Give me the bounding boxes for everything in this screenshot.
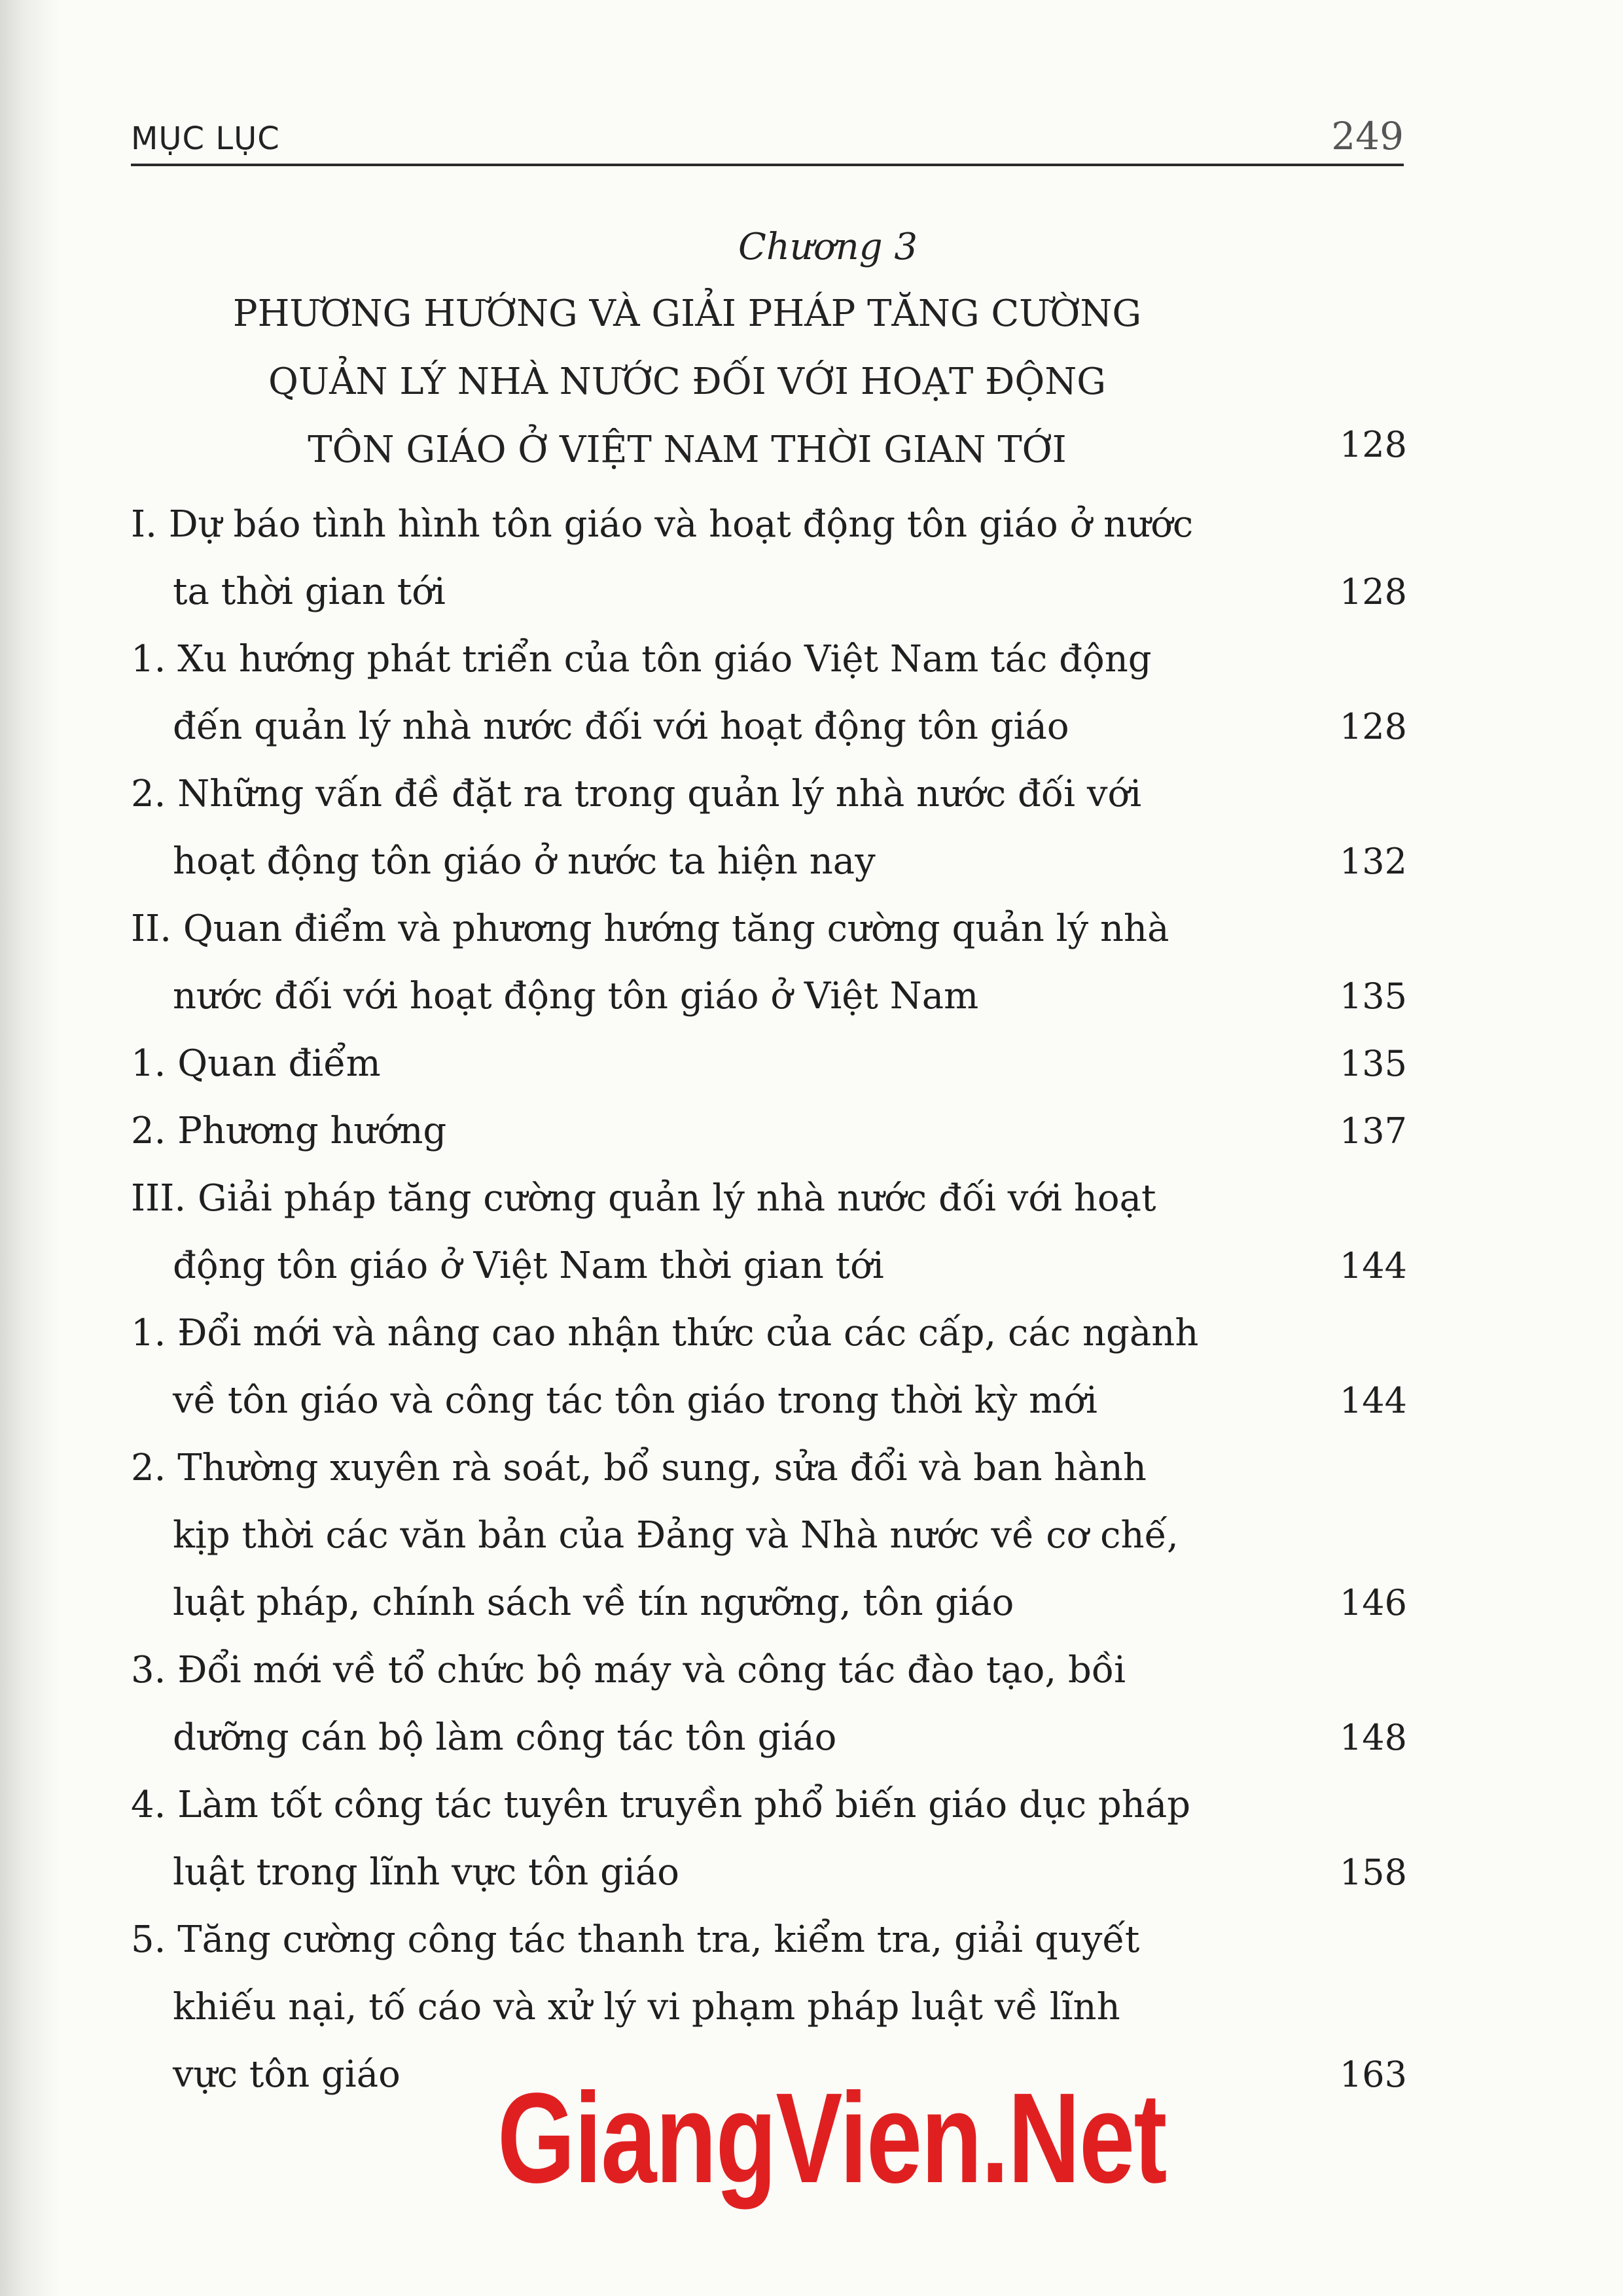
toc-line: II. Quan điểm và phương hướng tăng cường quản lý nhà — [131, 908, 1169, 950]
toc-page-number: 144 — [1339, 1380, 1407, 1421]
toc-line: 1. Quan điểm — [131, 1042, 381, 1085]
toc-line: 2. Những vấn đề đặt ra trong quản lý nhà nước đối với — [131, 773, 1142, 815]
chapter-page-number: 128 — [1339, 424, 1407, 465]
toc-line: kịp thời các văn bản của Đảng và Nhà nước về cơ chế, — [173, 1514, 1179, 1557]
chapter-title-line-2: QUẢN LÝ NHÀ NƯỚC ĐỐI VỚI HOẠT ĐỘNG — [268, 361, 1107, 403]
toc-line: I. Dự báo tình hình tôn giáo và hoạt động tôn giáo ở nước — [131, 503, 1194, 546]
toc-page-number: 146 — [1339, 1582, 1407, 1623]
toc-line: 4. Làm tốt công tác tuyên truyền phổ biến giáo dục pháp — [131, 1784, 1191, 1826]
toc-line: 2. Phương hướng — [131, 1110, 447, 1152]
toc-line: dưỡng cán bộ làm công tác tôn giáo — [173, 1716, 837, 1759]
toc-page-number: 128 — [1339, 571, 1407, 612]
toc-line: hoạt động tôn giáo ở nước ta hiện nay — [173, 840, 876, 883]
toc-page-number: 158 — [1339, 1852, 1407, 1893]
toc-entry-3-3 — [131, 1636, 1407, 1771]
page-number: 249 — [1331, 114, 1404, 158]
chapter-label: Chương 3 — [738, 226, 918, 268]
toc-entry-3-2 — [131, 1434, 1407, 1636]
toc-line: về tôn giáo và công tác tôn giáo trong thời kỳ mới — [173, 1379, 1097, 1422]
toc-page-number: 132 — [1339, 841, 1407, 882]
toc-line: nước đối với hoạt động tôn giáo ở Việt Nam — [173, 975, 979, 1017]
toc-line: động tôn giáo ở Việt Nam thời gian tới — [173, 1245, 884, 1287]
toc-line: III. Giải pháp tăng cường quản lý nhà nước đối với hoạt — [131, 1177, 1156, 1220]
toc-line: 1. Đổi mới và nâng cao nhận thức của các cấp, các ngành — [131, 1312, 1199, 1354]
toc-entry-1-2 — [131, 760, 1407, 895]
toc-entry-section-1 — [131, 491, 1407, 626]
toc-line: đến quản lý nhà nước đối với hoạt động tôn giáo — [173, 705, 1069, 748]
toc-line: 1. Xu hướng phát triển của tôn giáo Việt Nam tác động — [131, 638, 1152, 680]
toc-entry-section-3 — [131, 1165, 1407, 1299]
toc-page-number: 163 — [1339, 2054, 1407, 2095]
toc-page-number: 135 — [1339, 976, 1407, 1017]
toc-line: ta thời gian tới — [173, 571, 446, 613]
toc-line: 5. Tăng cường công tác thanh tra, kiểm tra, giải quyết — [131, 1918, 1140, 1961]
toc-entry-2-1 — [131, 1030, 1407, 1097]
running-header-title: MỤC LỤC — [131, 120, 280, 157]
toc-line: luật pháp, chính sách về tín ngưỡng, tôn giáo — [173, 1581, 1014, 1624]
toc-page-number: 128 — [1339, 706, 1407, 747]
toc-entry-2-2 — [131, 1097, 1407, 1165]
toc-line: vực tôn giáo — [173, 2053, 401, 2096]
toc-line: 2. Thường xuyên rà soát, bổ sung, sửa đổi và ban hành — [131, 1447, 1147, 1489]
toc-line: luật trong lĩnh vực tôn giáo — [173, 1851, 679, 1894]
toc-entry-section-2 — [131, 895, 1407, 1030]
page-spine-shadow — [0, 0, 59, 2296]
toc-entry-3-1 — [131, 1299, 1407, 1434]
watermark-logo: GiangVien.Net — [497, 2066, 1166, 2210]
toc-entry-3-4 — [131, 1771, 1407, 1906]
toc-page-number: 144 — [1339, 1245, 1407, 1286]
page-header — [131, 105, 1404, 166]
toc-entry-1-1 — [131, 626, 1407, 760]
toc-page-number: 137 — [1339, 1110, 1407, 1152]
toc-page-number: 135 — [1339, 1043, 1407, 1084]
toc-line: 3. Đổi mới về tổ chức bộ máy và công tác đào tạo, bồi — [131, 1649, 1126, 1691]
toc-page-number: 148 — [1339, 1717, 1407, 1758]
chapter-title-line-1: PHƯƠNG HƯỚNG VÀ GIẢI PHÁP TĂNG CƯỜNG — [232, 292, 1142, 335]
toc-line: khiếu nại, tố cáo và xử lý vi phạm pháp luật về lĩnh — [173, 1986, 1120, 2028]
chapter-title — [151, 280, 1224, 484]
chapter-title-line-3: TÔN GIÁO Ở VIỆT NAM THỜI GIAN TỚI — [308, 429, 1067, 471]
